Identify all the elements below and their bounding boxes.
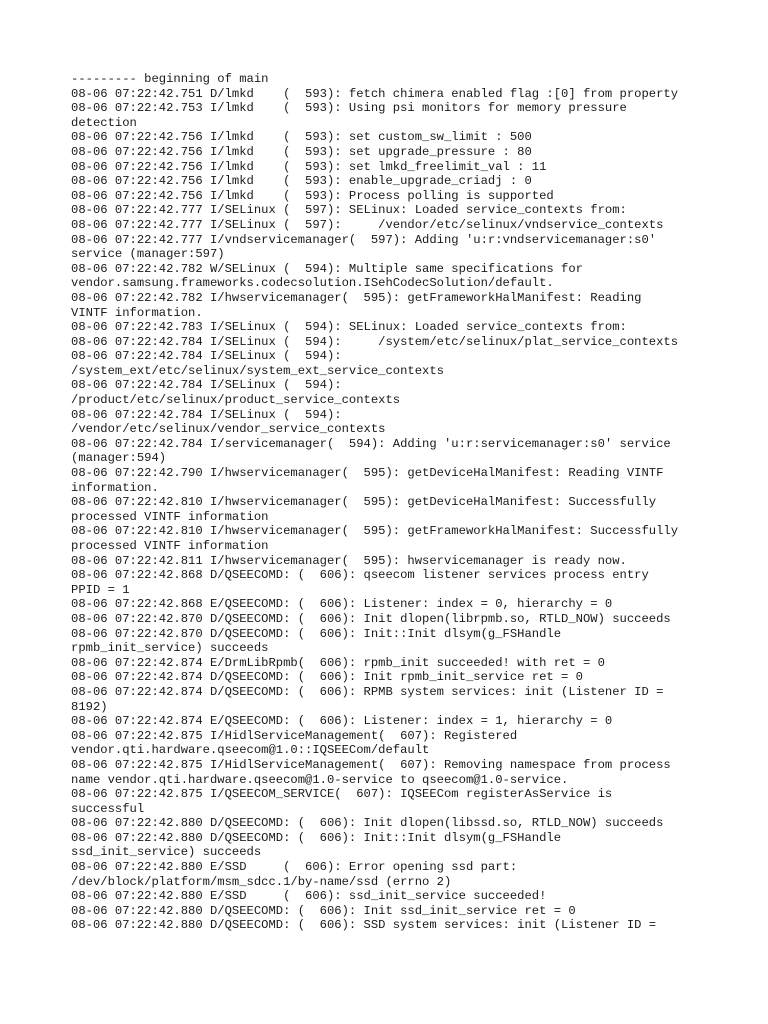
log-line: 08-06 07:22:42.875 I/HidlServiceManagement( 607): Registered [71,728,518,743]
log-line: 08-06 07:22:42.870 D/QSEECOMD: ( 606): Init::Init dlsym(g_FSHandle [71,626,562,641]
log-line: 08-06 07:22:42.784 I/SELinux ( 594): [71,349,342,364]
log-line: information. [71,480,159,495]
log-line: 08-06 07:22:42.874 E/DrmLibRpmb( 606): rpmb_init succeeded! with ret = 0 [71,655,605,670]
log-line: 08-06 07:22:42.875 I/HidlServiceManagement( 607): Removing namespace from process [71,757,671,772]
log-line: 08-06 07:22:42.756 I/lmkd ( 593): Process polling is supported [71,188,554,203]
log-line: /vendor/etc/selinux/vendor_service_contexts [71,422,386,437]
log-line: 08-06 07:22:42.870 D/QSEECOMD: ( 606): Init dlopen(librpmb.so, RTLD_NOW) succeeds [71,611,671,626]
log-line: 08-06 07:22:42.753 I/lmkd ( 593): Using psi monitors for memory pressure [71,101,627,116]
log-line: --------- beginning of main [71,72,269,86]
log-line: 08-06 07:22:42.880 D/QSEECOMD: ( 606): Init ssd_init_service ret = 0 [71,903,576,918]
log-line: 08-06 07:22:42.874 E/QSEECOMD: ( 606): Listener: index = 1, hierarchy = 0 [71,714,613,729]
log-line: 08-06 07:22:42.880 D/QSEECOMD: ( 606): SSD system services: init (Listener ID = [71,918,657,933]
log-line: 08-06 07:22:42.810 I/hwservicemanager( 595): getFrameworkHalManifest: Successfully [71,524,679,539]
log-line: /system_ext/etc/selinux/system_ext_service_contexts [71,363,444,378]
log-line: processed VINTF information [71,539,269,553]
log-line: vendor.qti.hardware.qseecom@1.0::IQSEECom/default [71,743,430,758]
log-line: 08-06 07:22:42.756 I/lmkd ( 593): set custom_sw_limit : 500 [71,130,532,145]
log-line: rpmb_init_service) succeeds [71,641,269,656]
log-line: 08-06 07:22:42.880 E/SSD ( 606): ssd_init_service succeeded! [71,889,547,904]
log-line: detection [71,115,137,130]
log-line: (manager:594) [71,451,167,466]
log-line: vendor.samsung.frameworks.codecsolution.ISehCodecSolution/default. [71,276,554,291]
log-line: 08-06 07:22:42.868 E/QSEECOMD: ( 606): Listener: index = 0, hierarchy = 0 [71,597,613,612]
log-line: service (manager:597) [71,247,225,262]
log-line: /product/etc/selinux/product_service_contexts [71,393,401,408]
log-line: 08-06 07:22:42.810 I/hwservicemanager( 595): getDeviceHalManifest: Successfully [71,495,657,510]
log-line: 08-06 07:22:42.782 W/SELinux ( 594): Multiple same specifications for [71,261,583,276]
log-line: processed VINTF information [71,509,269,524]
log-line: 08-06 07:22:42.777 I/vndservicemanager( 597): Adding 'u:r:vndservicemanager:s0' [71,232,657,247]
log-line: VINTF information. [71,305,203,320]
log-line: 08-06 07:22:42.784 I/SELinux ( 594): [71,378,342,393]
log-line: name vendor.qti.hardware.qseecom@1.0-service to qseecom@1.0-service. [71,772,569,787]
log-line: 08-06 07:22:42.777 I/SELinux ( 597): SELinux: Loaded service_contexts from: [71,203,627,218]
log-line: 08-06 07:22:42.868 D/QSEECOMD: ( 606): qseecom listener services process entry [71,568,649,583]
log-line: 08-06 07:22:42.784 I/SELinux ( 594): /system/etc/selinux/plat_service_contexts [71,334,679,349]
log-line: 08-06 07:22:42.782 I/hwservicemanager( 595): getFrameworkHalManifest: Reading [71,290,642,305]
log-line: 08-06 07:22:42.790 I/hwservicemanager( 595): getDeviceHalManifest: Reading VINTF [71,466,664,481]
log-line: 08-06 07:22:42.783 I/SELinux ( 594): SELinux: Loaded service_contexts from: [71,320,627,335]
log-line: 08-06 07:22:42.811 I/hwservicemanager( 595): hwservicemanager is ready now. [71,553,627,568]
log-line: 08-06 07:22:42.777 I/SELinux ( 597): /vendor/etc/selinux/vndservice_contexts [71,217,664,232]
log-line: /dev/block/platform/msm_sdcc.1/by-name/ssd (errno 2) [71,874,452,889]
log-line: 08-06 07:22:42.880 D/QSEECOMD: ( 606): Init::Init dlsym(g_FSHandle [71,830,562,845]
log-line: 08-06 07:22:42.880 E/SSD ( 606): Error opening ssd part: [71,860,518,875]
log-line: successful [71,801,145,816]
log-line: 08-06 07:22:42.875 I/QSEECOM_SERVICE( 607): IQSEECom registerAsService is [71,787,613,802]
log-line: 08-06 07:22:42.874 D/QSEECOMD: ( 606): RPMB system services: init (Listener ID = [71,684,664,699]
log-line: 08-06 07:22:42.756 I/lmkd ( 593): set lmkd_freelimit_val : 11 [71,159,547,174]
log-line: 08-06 07:22:42.756 I/lmkd ( 593): enable_upgrade_criadj : 0 [71,174,532,189]
log-line: 08-06 07:22:42.751 D/lmkd ( 593): fetch chimera enabled flag :[0] from property [71,86,679,101]
log-line: ssd_init_service) succeeds [71,845,262,860]
log-line: 8192) [71,699,108,714]
log-line: 08-06 07:22:42.784 I/SELinux ( 594): [71,407,342,422]
log-line: 08-06 07:22:42.756 I/lmkd ( 593): set upgrade_pressure : 80 [71,144,532,159]
log-line: 08-06 07:22:42.784 I/servicemanager( 594): Adding 'u:r:servicemanager:s0' service [71,436,671,451]
log-line: 08-06 07:22:42.880 D/QSEECOMD: ( 606): Init dlopen(libssd.so, RTLD_NOW) succeeds [71,816,664,831]
log-output [71,72,761,933]
log-line: PPID = 1 [71,582,130,597]
log-line: 08-06 07:22:42.874 D/QSEECOMD: ( 606): Init rpmb_init_service ret = 0 [71,670,583,685]
